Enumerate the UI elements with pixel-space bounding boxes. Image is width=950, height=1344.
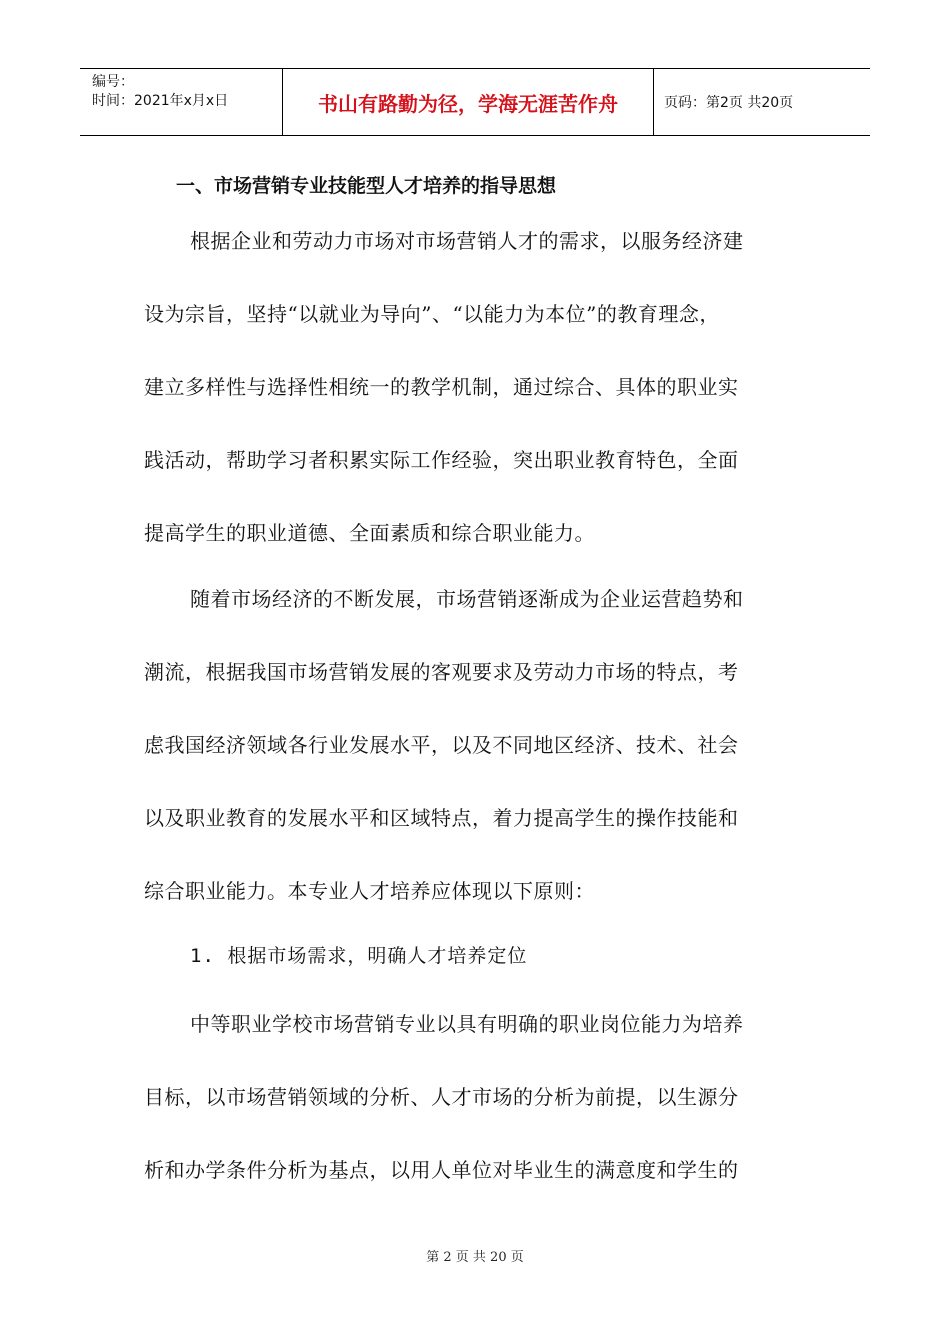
page-header: [80, 68, 870, 136]
paragraph-line: 潮流，根据我国市场营销发展的客观要求及劳动力市场的特点，考: [144, 660, 739, 684]
paragraph-line: 中等职业学校市场营销专业以具有明确的职业岗位能力为培养: [190, 1012, 744, 1036]
paragraph-line: 析和办学条件分析为基点，以用人单位对毕业生的满意度和学生的: [144, 1158, 739, 1182]
paragraph-line: 设为宗旨，坚持“以就业为导向”、“以能力为本位”的教育理念，: [144, 302, 720, 326]
paragraph-line: 以及职业教育的发展水平和区域特点，着力提高学生的操作技能和: [144, 806, 739, 830]
page-footer: 第 2 页 共 20 页: [426, 1250, 524, 1265]
paragraph-line: 践活动，帮助学习者积累实际工作经验，突出职业教育特色，全面: [144, 448, 739, 472]
paragraph-line: 根据企业和劳动力市场对市场营销人才的需求，以服务经济建: [190, 229, 744, 253]
paragraph-line: 综合职业能力。本专业人才培养应体现以下原则：: [144, 879, 595, 903]
paragraph-line: 目标，以市场营销领域的分析、人才市场的分析为前提，以生源分: [144, 1085, 739, 1109]
paragraph-line: 提高学生的职业道德、全面素质和综合职业能力。: [144, 521, 595, 545]
document-date: 时间：2021年x月x日: [92, 93, 229, 109]
document-number-label: 编号：: [92, 74, 134, 90]
subsection-heading: 1. 根据市场需求，明确人才培养定位: [190, 945, 528, 967]
header-page-info: 页码：第2页 共20页: [664, 95, 794, 111]
header-motto: 书山有路勤为径，学海无涯苦作舟: [282, 69, 654, 135]
header-meta: [80, 69, 282, 135]
paragraph-line: 虑我国经济领域各行业发展水平，以及不同地区经济、技术、社会: [144, 733, 739, 757]
paragraph-line: 建立多样性与选择性相统一的教学机制，通过综合、具体的职业实: [144, 375, 739, 399]
section-heading: 一、市场营销专业技能型人才培养的指导思想: [176, 175, 557, 197]
paragraph-line: 随着市场经济的不断发展，市场营销逐渐成为企业运营趋势和: [190, 587, 744, 611]
